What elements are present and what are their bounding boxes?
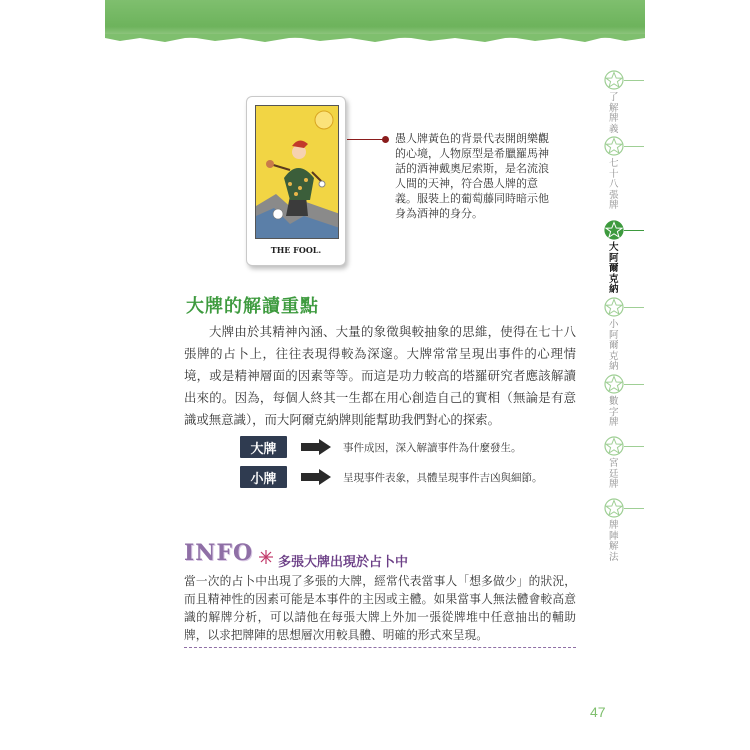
section-title: 大牌的解讀重點	[186, 296, 319, 317]
info-title: 多張大牌出現於占卜中	[278, 555, 409, 570]
card-description: 愚人牌黃色的背景代表開朗樂觀的心境，人物原型是希臘羅馬神話的酒神戴奧尼索斯，是名流浪人間的天神，符合愚人牌的意義。服裝上的葡萄藤同時暗示他身為酒神的身分。	[395, 132, 549, 220]
sparkle-icon	[259, 550, 273, 564]
nav-connector	[624, 508, 644, 509]
nav-connector	[624, 446, 644, 447]
nav-connector	[624, 146, 644, 147]
top-decorative-band	[105, 0, 645, 38]
nav-connector	[624, 230, 644, 231]
chapter-side-nav	[600, 70, 650, 563]
pentacle-icon	[604, 220, 624, 240]
key-badge: 大牌	[240, 436, 287, 458]
callout-dot	[382, 136, 389, 143]
info-divider	[184, 647, 576, 648]
nav-connector	[624, 80, 644, 81]
nav-label: 宮廷牌	[609, 458, 619, 490]
key-row-minor	[240, 466, 543, 488]
fool-card-illustration	[255, 105, 339, 239]
pentacle-icon	[604, 374, 624, 394]
key-description: 呈現事件表象，具體呈現事件吉凶與細節。	[343, 471, 543, 484]
nav-connector	[624, 384, 644, 385]
key-description: 事件成因，深入解讀事件為什麼發生。	[343, 441, 522, 454]
nav-label: 數字牌	[609, 396, 619, 428]
nav-label: 牌陣解法	[609, 520, 619, 563]
key-badge: 小牌	[240, 466, 287, 488]
info-label: INFO	[184, 540, 254, 566]
pentacle-icon	[604, 498, 624, 518]
page-number: 47	[590, 704, 606, 720]
pentacle-icon	[604, 297, 624, 317]
torn-edge	[105, 34, 645, 44]
tarot-card-fool	[246, 96, 346, 266]
card-title: THE FOOL.	[270, 245, 322, 255]
pentacle-icon	[604, 436, 624, 456]
arrow-right-icon	[301, 439, 331, 455]
pentacle-icon	[604, 70, 624, 90]
nav-label: 七十八張牌	[609, 158, 619, 211]
arrow-right-icon	[301, 469, 331, 485]
nav-label: 了解牌義	[609, 92, 619, 135]
key-row-major	[240, 436, 522, 458]
nav-label: 大阿爾克納	[609, 242, 619, 295]
callout-line	[347, 139, 383, 140]
pentacle-icon	[604, 136, 624, 156]
section-paragraph: 大牌由於其精神內涵、大量的象徵與較抽象的思維，使得在七十八張牌的占卜上，往往表現得較為深邃。大牌常常呈現出事件的心理情境，或是精神層面的因素等等。而這是功力較高的塔羅研究者應該解讀出來的。因為，每個人終其一生都在用心創造自己的實相（無論是有意識或無意識），而大阿爾克納牌則能幫助我們對心的探索。	[184, 324, 576, 427]
nav-label: 小阿爾克納	[609, 319, 619, 372]
nav-connector	[624, 307, 644, 308]
info-text: 當一次的占卜中出現了多張的大牌，經常代表當事人「想多做少」的狀況，而且精神性的因素可能是本事件的主因或主體。如果當事人無法體會較高意識的解牌分析，可以請他在每張大牌上外加一張從牌堆中任意抽出的輔助牌，以求把牌陣的思想層次用較具體、明確的形式來呈現。	[184, 574, 576, 642]
